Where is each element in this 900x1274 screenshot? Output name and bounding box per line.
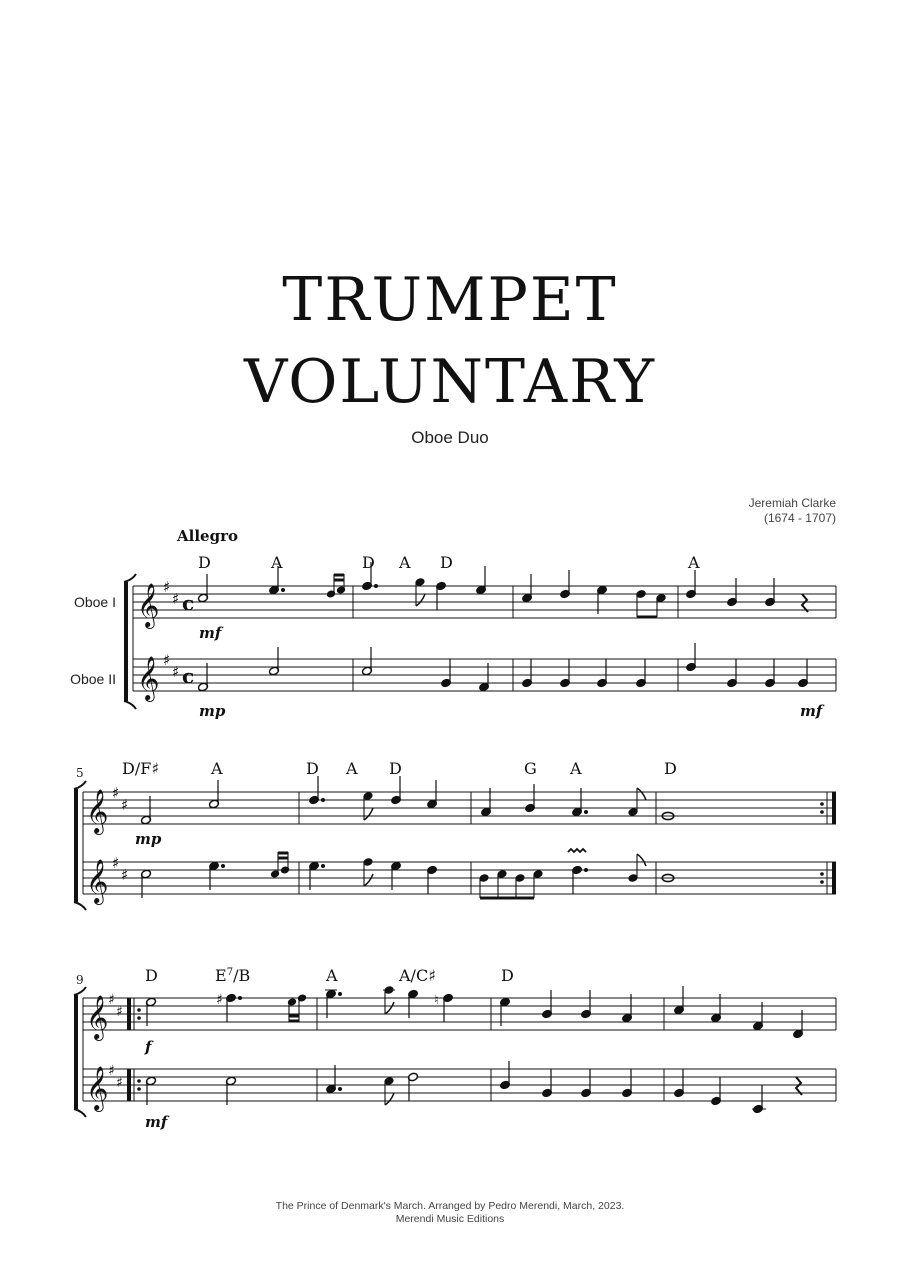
footer-publisher: Merendi Music Editions: [395, 1213, 505, 1225]
chord-symbol: D: [145, 966, 158, 985]
sharp-icon: ♯: [172, 590, 180, 608]
sharp-icon: ♯: [116, 1004, 123, 1020]
chord-symbol: D: [664, 759, 677, 778]
system-2: [74, 759, 836, 910]
sharp-icon: ♯: [112, 854, 120, 872]
chord-symbol: D: [440, 553, 453, 572]
instrument-label-oboe-2: Oboe II: [70, 671, 116, 687]
chord-symbol: G: [524, 759, 537, 778]
treble-clef-icon: 𝄞: [137, 656, 160, 700]
instrument-label-oboe-1: Oboe I: [73, 594, 116, 610]
sharp-icon: ♯: [112, 784, 120, 802]
chord-symbol: D: [198, 553, 211, 572]
chord-symbol: A/C♯: [399, 966, 436, 985]
dynamic-marking: mf: [145, 1113, 168, 1131]
title-line-1: TRUMPET: [282, 265, 618, 335]
chord-symbol: D: [501, 966, 514, 985]
chord-root: E: [215, 966, 227, 985]
treble-clef-icon: 𝄞: [86, 789, 109, 833]
composer-dates: (1674 - 1707): [763, 511, 836, 525]
sharp-icon: ♯: [172, 663, 180, 681]
common-time-symbol: c: [182, 664, 195, 688]
chord-symbol: A: [570, 759, 582, 778]
chord-symbol: A: [346, 759, 358, 778]
svg-text:♯: ♯: [216, 992, 223, 1008]
measure-number: 5: [76, 766, 84, 780]
chord-symbol: D: [389, 759, 402, 778]
tempo-marking: Allegro: [177, 527, 238, 545]
dynamic-marking: mf: [199, 624, 222, 642]
sharp-icon: ♯: [108, 1063, 115, 1079]
sharp-icon: ♯: [121, 796, 129, 814]
chord-symbol: [215, 966, 250, 985]
chord-symbol: A: [399, 553, 411, 572]
composer-name: Jeremiah Clarke: [748, 496, 836, 510]
dynamic-marking: f: [145, 1038, 152, 1056]
sharp-icon: ♯: [116, 1075, 123, 1091]
treble-clef-icon: 𝄞: [86, 995, 109, 1039]
title-line-2: VOLUNTARY: [243, 347, 657, 417]
sharp-icon: ♯: [163, 578, 171, 596]
sharp-icon: ♯: [108, 992, 115, 1008]
chord-symbol: A: [326, 966, 338, 985]
measure-number: 9: [76, 973, 84, 987]
subtitle: Oboe Duo: [411, 428, 489, 447]
chord-bass: /B: [233, 966, 251, 985]
chord-symbol: A: [688, 553, 700, 572]
sharp-icon: ♯: [121, 866, 129, 884]
system-1: [70, 553, 836, 720]
common-time-symbol: c: [182, 591, 195, 615]
dynamic-marking: mp: [135, 830, 162, 848]
treble-clef-icon: 𝄞: [86, 1066, 109, 1110]
system-3: [74, 966, 836, 1131]
chord-symbol: D: [362, 553, 375, 572]
svg-text:♮: ♮: [434, 993, 439, 1008]
dynamic-marking: mf: [800, 702, 823, 720]
chord-extension: 7: [226, 967, 234, 978]
chord-symbol: A: [211, 759, 223, 778]
dynamic-marking: mp: [199, 702, 226, 720]
chord-symbol: A: [271, 553, 283, 572]
sharp-icon: ♯: [163, 651, 171, 669]
chord-symbol: D/F♯: [122, 759, 160, 778]
treble-clef-icon: 𝄞: [86, 859, 109, 903]
footer-credit: The Prince of Denmark's March. Arranged by Pedro Merendi, March, 2023.: [275, 1200, 625, 1212]
treble-clef-icon: 𝄞: [137, 583, 160, 627]
chord-symbol: D: [306, 759, 319, 778]
